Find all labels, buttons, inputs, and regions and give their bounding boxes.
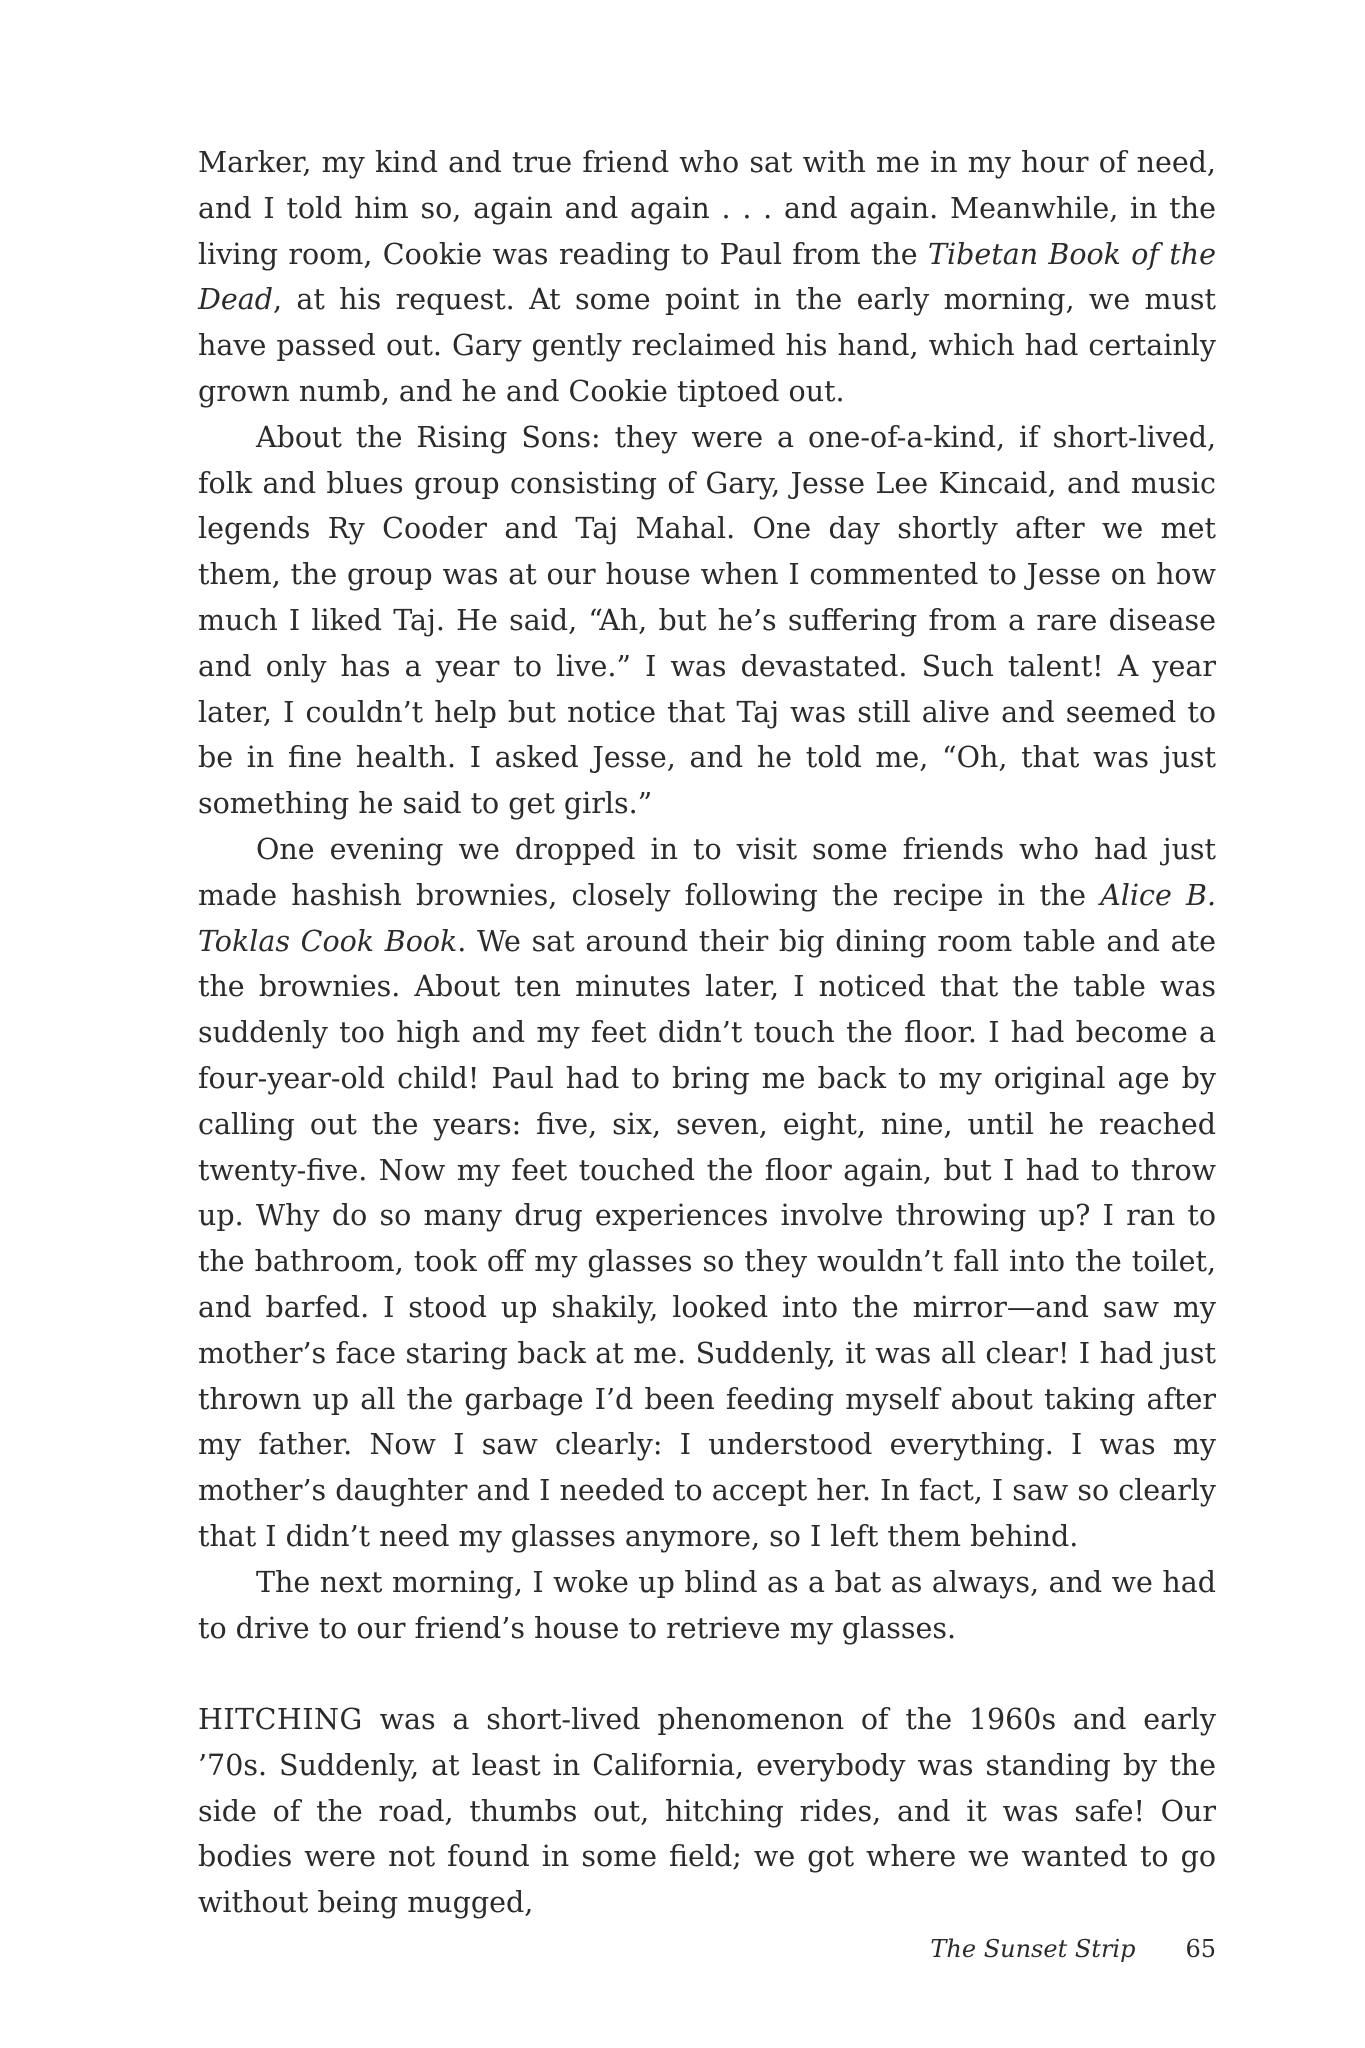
paragraph-3-text: One evening we dropped in to visit some friends who had just made hashish brownies, closely following the recipe in the	[198, 832, 1216, 912]
book-title-italic: Tibetan Book of the Dead	[198, 237, 1216, 317]
paragraph-4: The next morning, I woke up blind as a bat as always, and we had to drive to our friend’s house to retrieve my glasses.	[198, 1565, 1216, 1645]
paragraph-1-text: Marker, my kind and true friend who sat with me in my hour of need, and I told him so, again and again . . . and again. Meanwhile, in the living room, Cookie was reading to Paul from the	[198, 146, 1216, 271]
paragraph-2: About the Rising Sons: they were a one-of-a-kind, if short-lived, folk and blues group consisting of Gary, Jesse Lee Kincaid, and music legends Ry Cooder and Taj Mahal. One day shortly after we met them, the group was at our house when I commented to Jesse on how much I liked Taj. He said, “Ah, but he’s suffering from a rare disease and only has a year to live.” I was devastated. Such talent! A year later, I couldn’t help but notice that Taj was still alive and seemed to be in fine health. I asked Jesse, and he told me, “Oh, that was just something he said to get girls.”	[198, 420, 1216, 821]
paragraph-5-text: was a short-lived phenomenon of the 1960s and early ’70s. Suddenly, at least in California, everybody was standing by the side of the road, thumbs out, hitching rides, and it was safe! Our bodies were not found in some field; we got where we wanted to go without being mugged,	[198, 1703, 1216, 1920]
page-footer	[930, 1935, 1216, 1963]
paragraph-3-text-end: . We sat around their big dining room table and ate the brownies. About ten minutes later, I noticed that the table was suddenly too high and my feet didn’t touch the floor. I had become a four-year-old child! Paul had to bring me back to my original age by calling out the years: five, six, seven, eight, nine, until he reached twenty-five. Now my feet touched the floor again, but I had to throw up. Why do so many drug experiences involve throwing up? I ran to the bathroom, took off my glasses so they wouldn’t fall into the toilet, and barfed. I stood up shakily, looked into the mirror—and saw my mother’s face staring back at me. Suddenly, it was all clear! I had just thrown up all the garbage I’d been feeding myself about taking after my father. Now I saw clearly: I understood everything. I was my mother’s daughter and I needed to accept her. In fact, I saw so clearly that I didn’t need my glasses anymore, so I left them behind.	[198, 924, 1216, 1553]
section-lead-word: HITCHING	[198, 1703, 363, 1737]
body-text	[198, 140, 1216, 1926]
paragraph-3	[198, 827, 1216, 1560]
cookbook-title-italic: Alice B. Toklas Cook Book	[198, 878, 1217, 958]
section-break	[198, 1651, 1216, 1697]
paragraph-1	[198, 140, 1216, 415]
paragraph-5	[198, 1697, 1216, 1926]
running-title: The Sunset Strip	[930, 1935, 1136, 1963]
page-number: 65	[1185, 1935, 1216, 1963]
paragraph-1-text-end: , at his request. At some point in the early morning, we must have passed out. Gary gently reclaimed his hand, which had certainly grown numb, and he and Cookie tiptoed out.	[198, 283, 1216, 408]
